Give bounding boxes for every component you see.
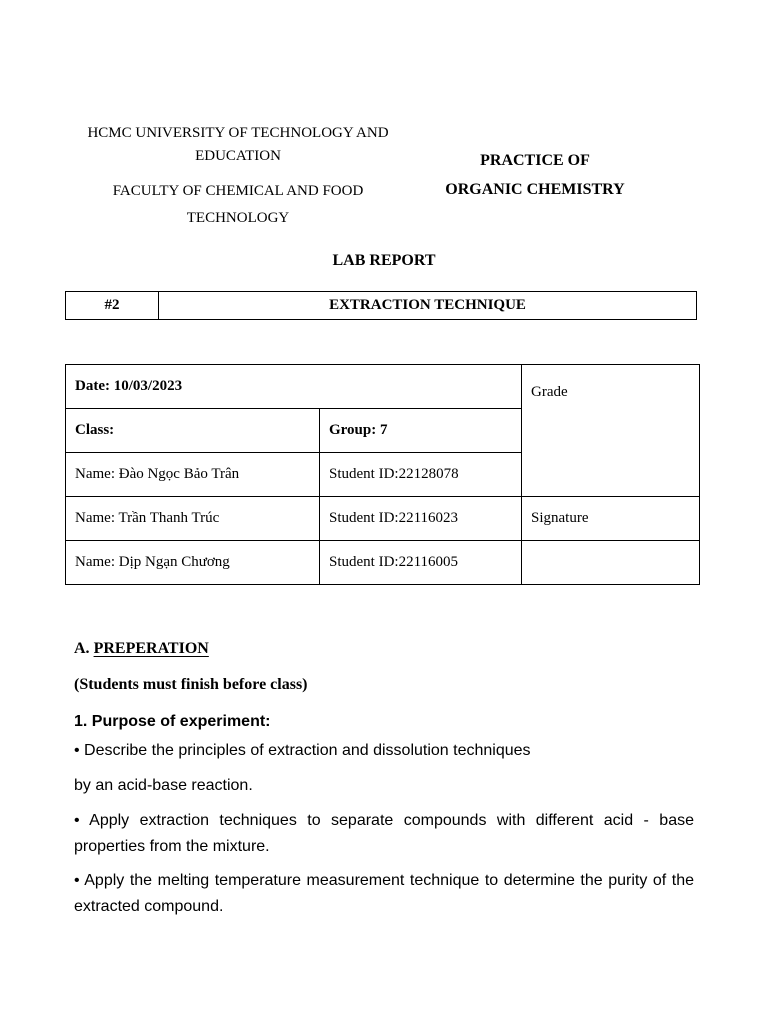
course-title-line2: ORGANIC CHEMISTRY (445, 181, 625, 198)
date-cell: Date: 10/03/2023 (66, 365, 522, 409)
course-title-line1: PRACTICE OF (480, 152, 590, 169)
student-name: Name: Đào Ngọc Bảo Trân (66, 453, 320, 497)
purpose-bullet-1-continued: by an acid-base reaction. (74, 777, 253, 794)
student-name: Name: Dịp Ngạn Chương (66, 541, 320, 585)
info-table (65, 364, 700, 585)
section-a-prefix: A. (74, 640, 90, 657)
university-name: HCMC UNIVERSITY OF TECHNOLOGY AND EDUCATION (87, 125, 389, 164)
group-cell: Group: 7 (320, 409, 522, 453)
class-cell: Class: (66, 409, 320, 453)
section-a-title: PREPERATION (93, 640, 209, 657)
signature-label: Signature (522, 497, 700, 541)
student-id: Student ID:22116005 (320, 541, 522, 585)
student-id: Student ID:22128078 (320, 453, 522, 497)
purpose-bullet-1: • Describe the principles of extraction and dissolution techniques (74, 742, 531, 759)
report-title: LAB REPORT (332, 252, 436, 269)
purpose-heading: 1. Purpose of experiment: (74, 713, 271, 730)
student-id: Student ID:22116023 (320, 497, 522, 541)
section-a-heading (74, 640, 209, 658)
section-a-note: (Students must finish before class) (74, 676, 308, 693)
faculty-name: FACULTY OF CHEMICAL AND FOOD TECHNOLOGY (112, 183, 364, 226)
grade-cell: Grade (522, 365, 700, 497)
student-name: Name: Trần Thanh Trúc (66, 497, 320, 541)
purpose-bullet-3: • Apply the melting temperature measurement technique to determine the purity of the extracted compound. (74, 872, 694, 915)
signature-box (522, 541, 700, 585)
experiment-table (65, 291, 697, 320)
course-title (420, 146, 650, 204)
experiment-title: EXTRACTION TECHNIQUE (159, 292, 697, 320)
experiment-number: #2 (66, 292, 159, 320)
purpose-bullet-2: • Apply extraction techniques to separate compounds with different acid - base properties from the mixture. (74, 812, 694, 855)
